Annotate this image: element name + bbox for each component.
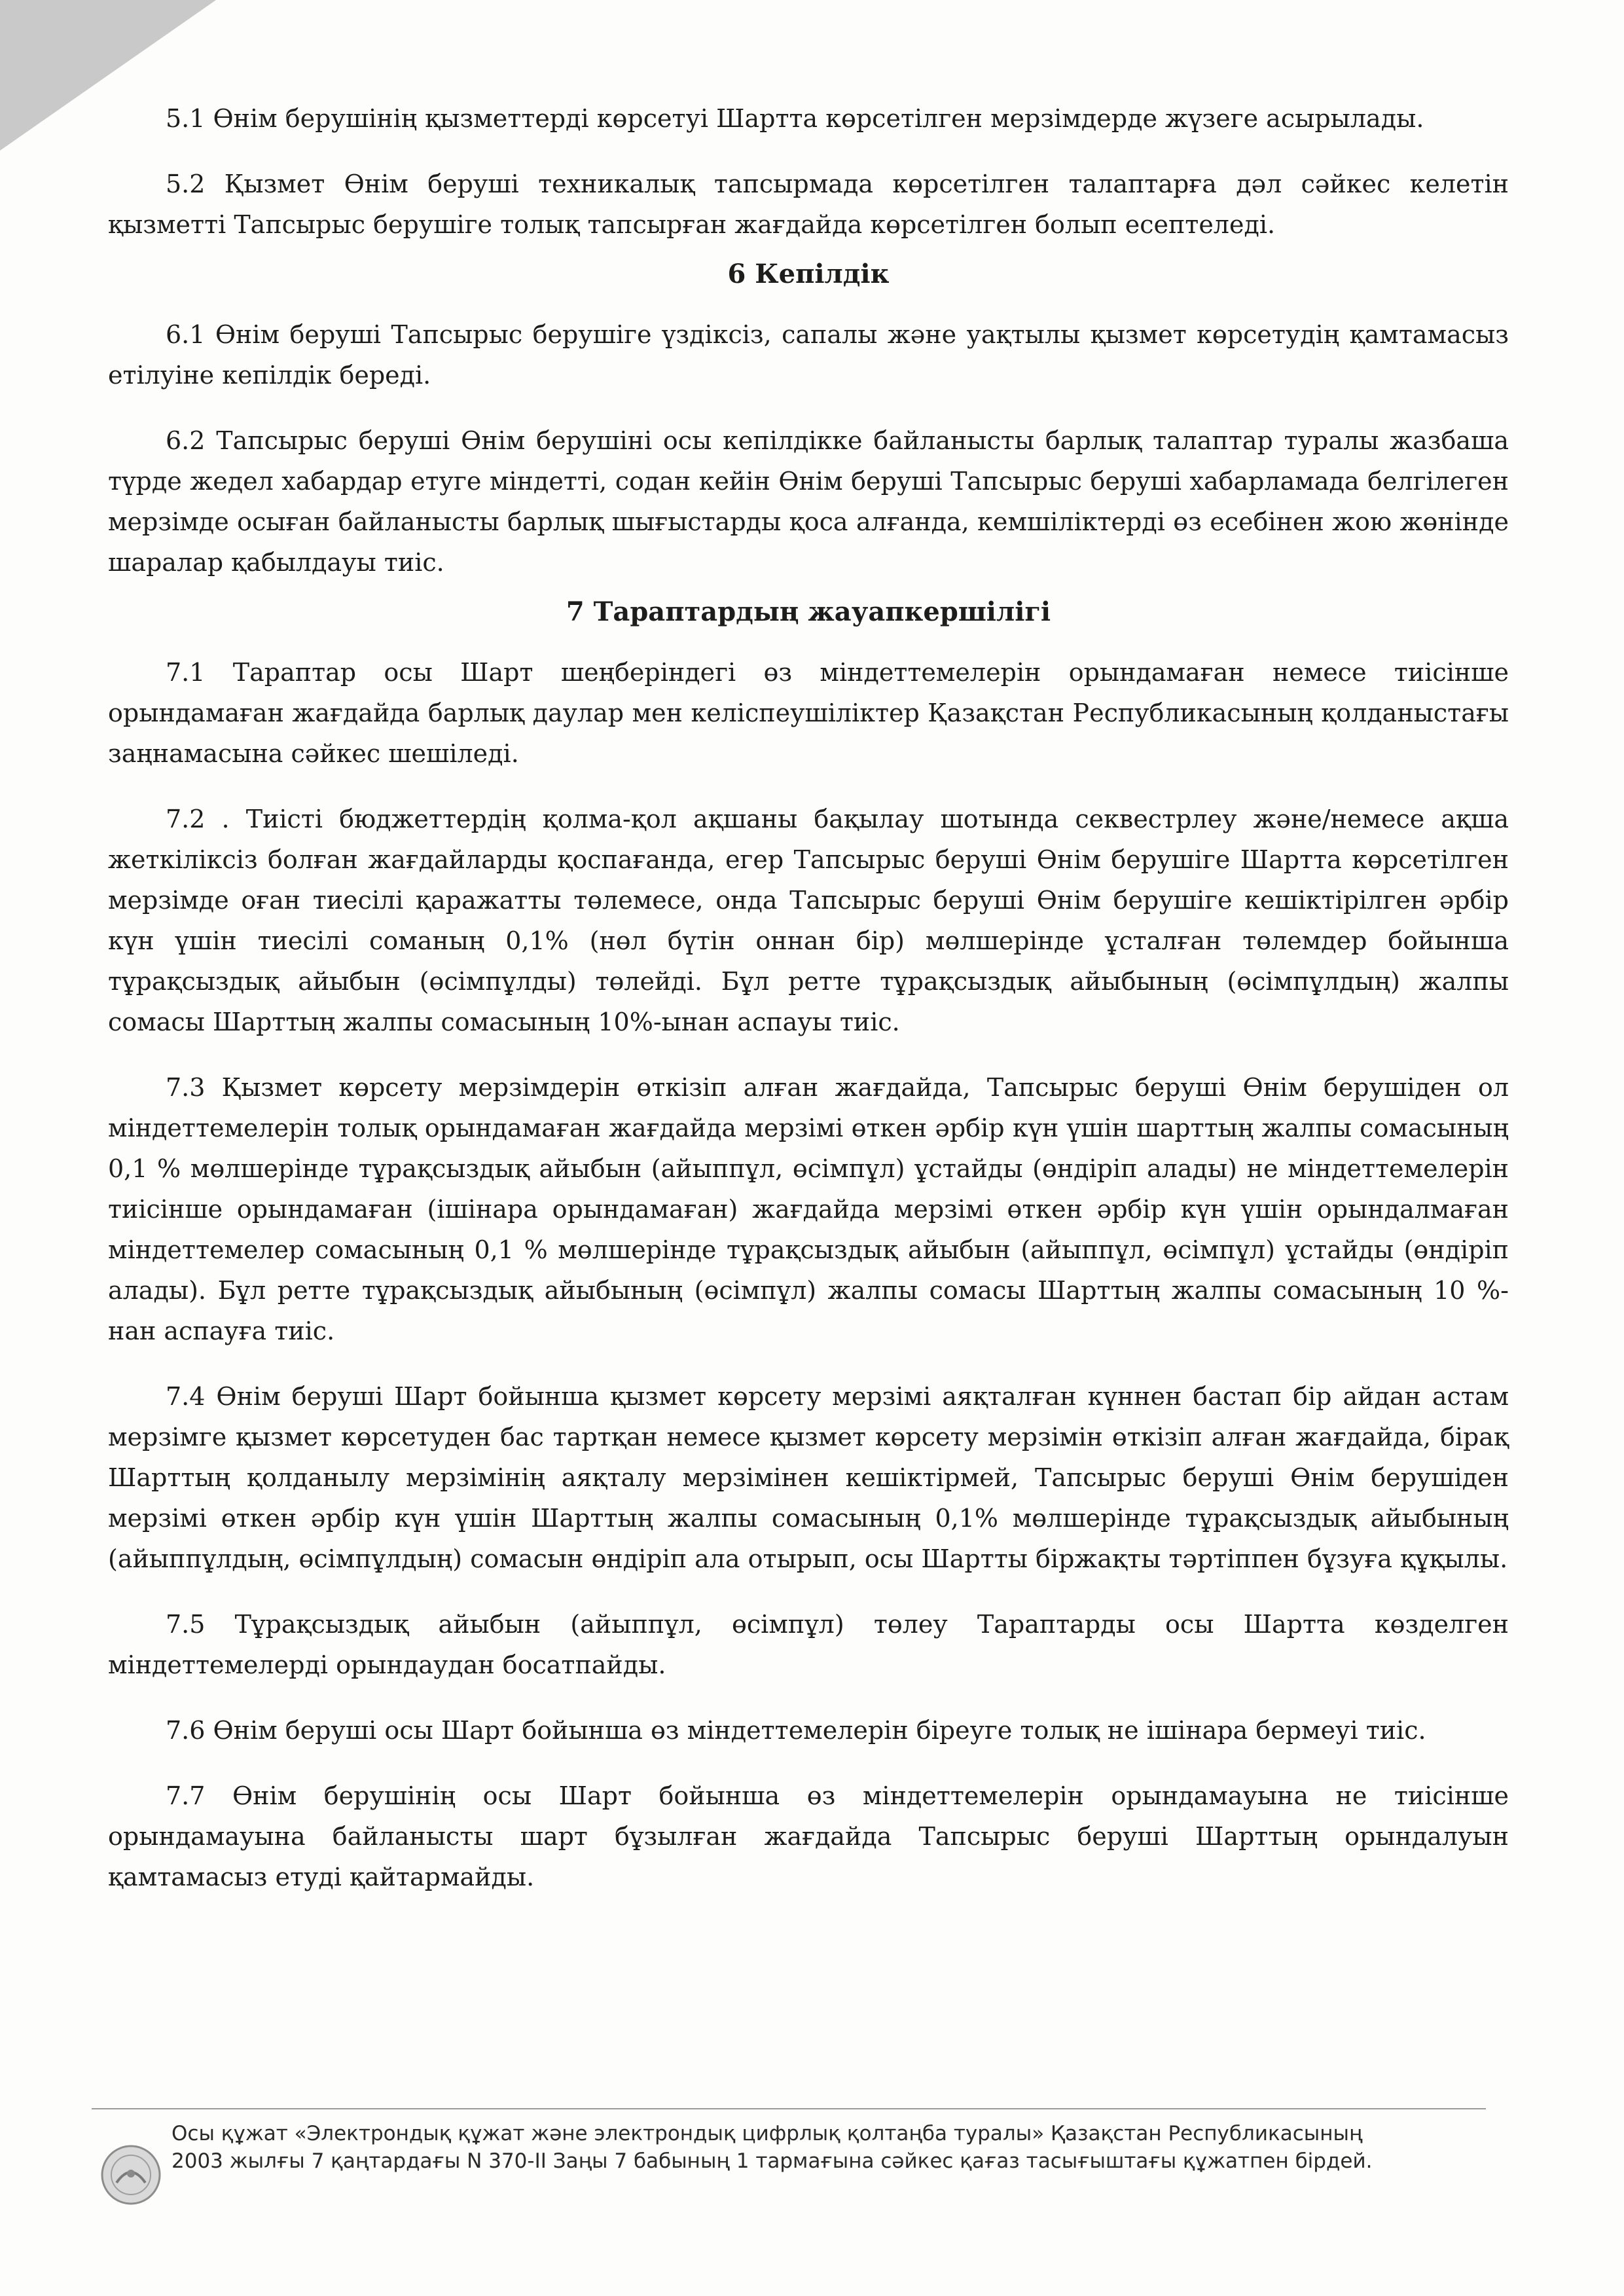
document-body	[108, 98, 1509, 1922]
clause-7-5: 7.5 Тұрақсыздық айыбын (айыппұл, өсімпұл) төлеу Тараптарды осы Шартта көзделген міндеттемелерді орындаудан босатпайды.	[108, 1610, 1509, 1679]
clause-7-2: 7.2 . Тиісті бюджеттердің қолма-қол ақшаны бақылау шотында секвестрлеу және/немесе ақша жеткіліксіз болған жағдайларды қоспағанда, егер Тапсырыс беруші Өнім берушіге Шартта көрсетілген мерзімде оған тиесілі қаражатты төлемесе, онда Тапсырыс беруші Өнім берушіге кешіктірілген әрбір күн үшін тиесілі соманың 0,1% (нөл бүтін оннан бір) мөлшерінде ұсталған төлемдер бойынша тұрақсыздық айыбын (өсімпұлды) төлейді. Бұл ретте тұрақсыздық айыбының (өсімпұлдың) жалпы сомасы Шарттың жалпы сомасының 10%-ынан аспауы тиіс.	[108, 805, 1509, 1036]
clause-6-1: 6.1 Өнім беруші Тапсырыс берушіге үздіксіз, сапалы және уақтылы қызмет көрсетудің қамтамасыз етілуіне кепілдік береді.	[108, 320, 1509, 390]
clause-6-2: 6.2 Тапсырыс беруші Өнім берушіні осы кепілдікке байланысты барлық талаптар туралы жазбаша түрде жедел хабардар етуге міндетті, содан кейін Өнім беруші Тапсырыс беруші хабарламада белгілеген мерзімде осыған байланысты барлық шығыстарды қоса алғанда, кемшіліктерді өз есебінен жою жөнінде шаралар қабылдауы тиіс.	[108, 426, 1509, 577]
clause-7-3: 7.3 Қызмет көрсету мерзімдерін өткізіп алған жағдайда, Тапсырыс беруші Өнім берушіден ол міндеттемелерін толық орындамаған жағдайда мерзімі өткен әрбір күн үшін шарттың жалпы сомасының 0,1 % мөлшерінде тұрақсыздық айыбын (айыппұл, өсімпұл) ұстайды (өндіріп алады) не міндеттемелерін тиісінше орындамаған (ішінара орындамаған) жағдайда мерзімі өткен әрбір күн үшін орындалмаған міндеттемелер сомасының 0,1 % мөлшерінде тұрақсыздық айыбын (айыппұл, өсімпұл) ұстайды (өндіріп алады). Бұл ретте тұрақсыздық айыбының (өсімпұл) жалпы сомасы Шарттың жалпы сомасының 10 %-нан аспауға тиіс.	[108, 1073, 1509, 1345]
seal-icon	[98, 2142, 164, 2208]
section-6-title: 6 Кепілдік	[727, 259, 890, 289]
footer-notice	[92, 2108, 1486, 2173]
clause-7-4: 7.4 Өнім беруші Шарт бойынша қызмет көрсету мерзімі аяқталған күннен бастап бір айдан астам мерзімге қызмет көрсетуден бас тартқан немесе қызмет көрсету мерзімін өткізіп алған жағдайда, бірақ Шарттың қолданылу мерзімінің аяқталу мерзімінен кешіктірмей, Тапсырыс беруші Өнім берушіден мерзімі өткен әрбір күн үшін Шарттың жалпы сомасының 0,1% мөлшерінде тұрақсыздық айыбының (айыппұлдың, өсімпұлдың) сомасын өндіріп ала отырып, осы Шартты біржақты тәртіппен бұзуға құқылы.	[108, 1382, 1509, 1573]
clause-7-1: 7.1 Тараптар осы Шарт шеңберіндегі өз міндеттемелерін орындамаған немесе тиісінше орындамаған жағдайда барлық даулар мен келіспеушіліктер Қазақстан Республикасының қолданыстағы заңнамасына сәйкес шешіледі.	[108, 658, 1509, 768]
clause-5-2: 5.2 Қызмет Өнім беруші техникалық тапсырмада көрсетілген талаптарға дәл сәйкес келетін қызметті Тапсырыс берушіге толық тапсырған жағдайда көрсетілген болып есептеледі.	[108, 170, 1509, 239]
clause-7-6: 7.6 Өнім беруші осы Шарт бойынша өз міндеттемелерін біреуге толық не ішінара бермеуі тиіс.	[166, 1716, 1426, 1745]
clause-7-7: 7.7 Өнім берушінің осы Шарт бойынша өз міндеттемелерін орындамауына не тиісінше орындамауына байланысты шарт бұзылған жағдайда Тапсырыс беруші Шарттың орындалуын қамтамасыз етуді қайтармайды.	[108, 1781, 1509, 1891]
clause-5-1: 5.1 Өнім берушінің қызметтерді көрсетуі Шартта көрсетілген мерзімдерде жүзеге асырылады.	[166, 104, 1424, 133]
section-7-title: 7 Тараптардың жауапкершілігі	[566, 596, 1051, 627]
footer-legal-text: Осы құжат «Электрондық құжат және электрондық цифрлық қолтаңба туралы» Қазақстан Республикасының 2003 жылғы 7 қаңтардағы N 370-II Заңы 7 бабының 1 тармағына сәйкес қағаз тасығыштағы құжатпен бірдей.	[171, 2122, 1373, 2173]
